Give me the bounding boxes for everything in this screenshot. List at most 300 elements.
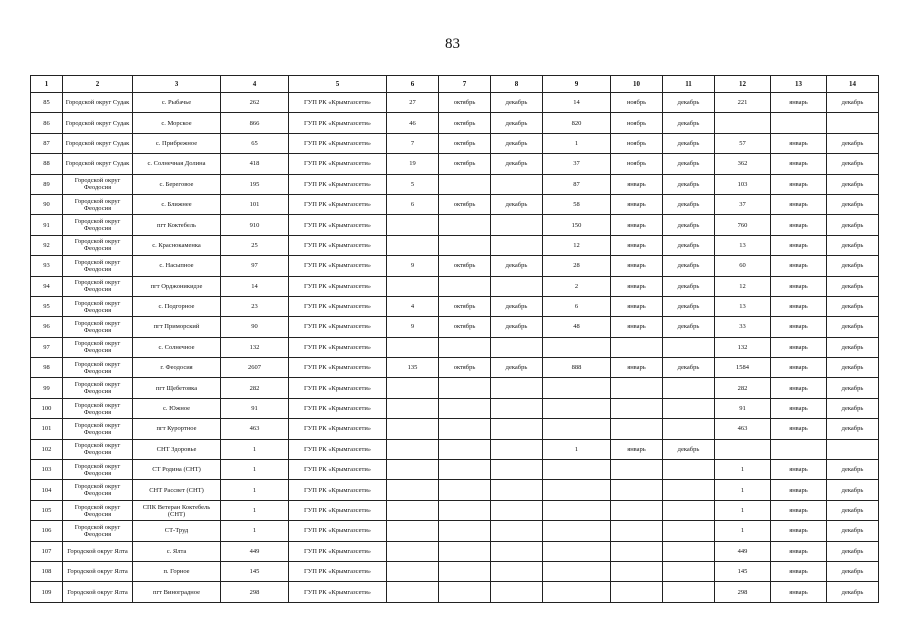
table-cell: 362 (715, 154, 771, 174)
table-row (31, 500, 879, 520)
table-cell: 60 (715, 256, 771, 276)
table-cell: январь (771, 419, 827, 439)
table-cell: ГУП РК «Крымгазсети» (289, 174, 387, 194)
table-cell: ноябрь (611, 113, 663, 133)
table-cell: декабрь (827, 215, 879, 235)
table-cell: 221 (715, 93, 771, 113)
table-cell (827, 439, 879, 459)
table-row (31, 194, 879, 214)
table-cell: ГУП РК «Крымгазсети» (289, 154, 387, 174)
table-cell: 4 (387, 296, 439, 316)
table-cell: 6 (387, 194, 439, 214)
column-header: 4 (221, 76, 289, 93)
table-row (31, 439, 879, 459)
table-cell (663, 480, 715, 500)
table-cell (491, 276, 543, 296)
table-cell (611, 398, 663, 418)
table-cell: ноябрь (611, 133, 663, 153)
table-cell: пгт Виноградное (133, 582, 221, 602)
table-cell: пгт Курортное (133, 419, 221, 439)
table-cell: 28 (543, 256, 611, 276)
table-row (31, 317, 879, 337)
table-cell: 103 (31, 460, 63, 480)
table-cell (611, 378, 663, 398)
table-cell: декабрь (827, 194, 879, 214)
table-cell: ГУП РК «Крымгазсети» (289, 358, 387, 378)
table-cell: 23 (221, 296, 289, 316)
table-cell: пгт Приморский (133, 317, 221, 337)
table-cell: Городской округ Феодосия (63, 460, 133, 480)
table-cell (387, 235, 439, 255)
table-cell (439, 480, 491, 500)
table-cell (663, 582, 715, 602)
table-cell: 262 (221, 93, 289, 113)
table-cell: январь (771, 378, 827, 398)
table-cell: 109 (31, 582, 63, 602)
table-cell (491, 398, 543, 418)
table-cell: январь (771, 500, 827, 520)
table-cell (491, 215, 543, 235)
table-cell: ГУП РК «Крымгазсети» (289, 582, 387, 602)
table-cell: декабрь (827, 276, 879, 296)
table-cell: Городской округ Судак (63, 113, 133, 133)
table-cell: Городской округ Ялта (63, 582, 133, 602)
table-cell: декабрь (663, 317, 715, 337)
table-cell: 46 (387, 113, 439, 133)
table-cell: декабрь (491, 194, 543, 214)
table-cell: ГУП РК «Крымгазсети» (289, 317, 387, 337)
table-cell: ГУП РК «Крымгазсети» (289, 541, 387, 561)
table-cell: 1 (543, 133, 611, 153)
table-cell: СНТ Рассвет (СНТ) (133, 480, 221, 500)
table-cell: с. Краснокаменка (133, 235, 221, 255)
table-cell: январь (771, 317, 827, 337)
table-row (31, 398, 879, 418)
table-cell: ГУП РК «Крымгазсети» (289, 113, 387, 133)
table-row (31, 480, 879, 500)
table-cell: декабрь (827, 378, 879, 398)
table-row (31, 582, 879, 602)
table-cell: 463 (221, 419, 289, 439)
table-cell: январь (771, 215, 827, 235)
table-cell: с. Прибрежное (133, 133, 221, 153)
table-cell: 89 (31, 174, 63, 194)
table-cell (491, 174, 543, 194)
table-cell: 418 (221, 154, 289, 174)
table-cell (491, 582, 543, 602)
table-cell: Городской округ Судак (63, 93, 133, 113)
table-cell: 150 (543, 215, 611, 235)
table-cell: 449 (221, 541, 289, 561)
table-cell: декабрь (827, 541, 879, 561)
table-cell: ГУП РК «Крымгазсети» (289, 521, 387, 541)
table-cell: январь (771, 358, 827, 378)
table-cell: 104 (31, 480, 63, 500)
table-cell (439, 561, 491, 581)
table-cell: январь (611, 215, 663, 235)
table-cell (543, 419, 611, 439)
table-cell (387, 460, 439, 480)
table-cell: 108 (31, 561, 63, 581)
table-cell: январь (771, 93, 827, 113)
table-cell: ГУП РК «Крымгазсети» (289, 133, 387, 153)
table-cell: ГУП РК «Крымгазсети» (289, 460, 387, 480)
table-cell: пгт Орджоникидзе (133, 276, 221, 296)
table-cell: декабрь (827, 296, 879, 316)
table-cell: январь (771, 480, 827, 500)
table-cell: 48 (543, 317, 611, 337)
table-cell: 282 (715, 378, 771, 398)
column-header: 13 (771, 76, 827, 93)
table-cell: Городской округ Ялта (63, 561, 133, 581)
table-cell: декабрь (663, 133, 715, 153)
table-cell: январь (611, 256, 663, 276)
table-cell: 91 (221, 398, 289, 418)
table-cell: ГУП РК «Крымгазсети» (289, 276, 387, 296)
table-cell: январь (771, 154, 827, 174)
table-cell: 19 (387, 154, 439, 174)
table-cell: январь (771, 296, 827, 316)
table-cell: 1 (715, 480, 771, 500)
table-cell: Городской округ Феодосия (63, 296, 133, 316)
table-cell: СТ-Труд (133, 521, 221, 541)
table-cell: 135 (387, 358, 439, 378)
table-cell: январь (771, 521, 827, 541)
column-header: 10 (611, 76, 663, 93)
column-header: 5 (289, 76, 387, 93)
table-cell: декабрь (663, 174, 715, 194)
table-cell: октябрь (439, 317, 491, 337)
table-cell: 1 (221, 521, 289, 541)
table-cell (491, 378, 543, 398)
table-cell: 195 (221, 174, 289, 194)
table-cell: декабрь (827, 460, 879, 480)
table-cell: декабрь (491, 256, 543, 276)
table-cell: январь (771, 337, 827, 357)
table-cell: с. Насыпное (133, 256, 221, 276)
table-cell: п. Горное (133, 561, 221, 581)
table-cell (663, 419, 715, 439)
table-cell: декабрь (663, 358, 715, 378)
table-cell (387, 276, 439, 296)
table-cell: декабрь (827, 154, 879, 174)
table-cell: ГУП РК «Крымгазсети» (289, 337, 387, 357)
table-cell (611, 419, 663, 439)
table-cell (491, 419, 543, 439)
table-cell (663, 500, 715, 520)
table-cell (715, 439, 771, 459)
table-cell (543, 561, 611, 581)
table-cell (663, 541, 715, 561)
table-cell: 463 (715, 419, 771, 439)
page-number: 83 (445, 36, 460, 52)
table-cell: декабрь (663, 154, 715, 174)
table-cell: 99 (31, 378, 63, 398)
column-header: 9 (543, 76, 611, 93)
table-cell: декабрь (827, 480, 879, 500)
table-cell: Городской округ Феодосия (63, 358, 133, 378)
table-cell (827, 113, 879, 133)
table-cell (387, 582, 439, 602)
table-cell (543, 582, 611, 602)
table-cell (663, 521, 715, 541)
table-cell: с. Подгорное (133, 296, 221, 316)
table-cell: январь (771, 174, 827, 194)
table-cell (387, 541, 439, 561)
table-cell: 13 (715, 235, 771, 255)
table-cell: Городской округ Феодосия (63, 521, 133, 541)
table-cell: ГУП РК «Крымгазсети» (289, 561, 387, 581)
table-cell: ГУП РК «Крымгазсети» (289, 419, 387, 439)
table-cell: 37 (715, 194, 771, 214)
table-cell: Городской округ Феодосия (63, 480, 133, 500)
table-cell: декабрь (491, 317, 543, 337)
table-cell: 14 (221, 276, 289, 296)
table-cell (439, 500, 491, 520)
table-cell: декабрь (827, 561, 879, 581)
table-cell (663, 378, 715, 398)
column-header: 8 (491, 76, 543, 93)
table-cell: 449 (715, 541, 771, 561)
table-row (31, 256, 879, 276)
table-cell (491, 561, 543, 581)
table-cell (491, 460, 543, 480)
table-cell: январь (771, 460, 827, 480)
table-cell (439, 276, 491, 296)
table-cell (439, 398, 491, 418)
table-cell (439, 215, 491, 235)
table-cell: 96 (31, 317, 63, 337)
table-row (31, 276, 879, 296)
column-header: 2 (63, 76, 133, 93)
table-cell (387, 561, 439, 581)
table-cell (491, 337, 543, 357)
table-cell: 1 (221, 439, 289, 459)
table-row (31, 358, 879, 378)
table-cell (543, 500, 611, 520)
table-cell: декабрь (827, 235, 879, 255)
table-row (31, 113, 879, 133)
table-cell: 888 (543, 358, 611, 378)
table-cell: ГУП РК «Крымгазсети» (289, 378, 387, 398)
table-cell: 92 (31, 235, 63, 255)
table-cell: 1 (715, 500, 771, 520)
table-cell: 298 (221, 582, 289, 602)
table-cell: 33 (715, 317, 771, 337)
table-cell: Городской округ Феодосия (63, 235, 133, 255)
table-cell: 97 (221, 256, 289, 276)
table-cell: 90 (221, 317, 289, 337)
table-cell: декабрь (663, 296, 715, 316)
table-cell (387, 480, 439, 500)
table-cell (387, 521, 439, 541)
table-cell: декабрь (491, 93, 543, 113)
table-cell (611, 337, 663, 357)
table-cell: ноябрь (611, 154, 663, 174)
table-cell (611, 480, 663, 500)
table-cell (771, 113, 827, 133)
table-cell: 58 (543, 194, 611, 214)
table-cell (491, 541, 543, 561)
table-cell: 1 (543, 439, 611, 459)
table-cell: с. Ближнее (133, 194, 221, 214)
table-cell: 282 (221, 378, 289, 398)
table-cell: 57 (715, 133, 771, 153)
table-cell: ГУП РК «Крымгазсети» (289, 93, 387, 113)
table-cell (543, 541, 611, 561)
table-cell: 97 (31, 337, 63, 357)
table-cell: 1 (715, 521, 771, 541)
table-cell: 145 (715, 561, 771, 581)
table-cell: декабрь (663, 215, 715, 235)
table-row (31, 541, 879, 561)
table-cell: 132 (221, 337, 289, 357)
table-row (31, 561, 879, 581)
table-cell: декабрь (663, 113, 715, 133)
table-cell: 100 (31, 398, 63, 418)
table-cell (439, 235, 491, 255)
table-cell: Городской округ Феодосия (63, 398, 133, 418)
table-cell: Городской округ Феодосия (63, 194, 133, 214)
table-cell (543, 398, 611, 418)
table-cell: 12 (543, 235, 611, 255)
table-cell (543, 337, 611, 357)
table-cell (663, 561, 715, 581)
table-cell: 2 (543, 276, 611, 296)
table-cell: Городской округ Феодосия (63, 337, 133, 357)
table-cell: январь (611, 276, 663, 296)
table-cell (611, 561, 663, 581)
table-row (31, 174, 879, 194)
table-cell: 88 (31, 154, 63, 174)
table-cell: СПК Ветеран Коктебель (СНТ) (133, 500, 221, 520)
table-cell: 98 (31, 358, 63, 378)
table-cell: 90 (31, 194, 63, 214)
table-cell: Городской округ Судак (63, 154, 133, 174)
table-cell: 101 (31, 419, 63, 439)
table-row (31, 378, 879, 398)
table-cell (387, 398, 439, 418)
table-cell (439, 174, 491, 194)
table-cell: ноябрь (611, 93, 663, 113)
table-cell: декабрь (491, 358, 543, 378)
table-cell (387, 378, 439, 398)
table-cell: 1 (221, 500, 289, 520)
table-cell: 37 (543, 154, 611, 174)
table-row (31, 235, 879, 255)
table-cell: 91 (715, 398, 771, 418)
table-cell: 760 (715, 215, 771, 235)
table-cell: Городской округ Феодосия (63, 276, 133, 296)
table-cell (491, 439, 543, 459)
table-cell (491, 235, 543, 255)
table-row (31, 215, 879, 235)
table-cell: 820 (543, 113, 611, 133)
table-cell: декабрь (491, 133, 543, 153)
table-cell (387, 500, 439, 520)
table-cell: январь (771, 194, 827, 214)
column-header: 14 (827, 76, 879, 93)
table-cell: январь (611, 194, 663, 214)
table-cell (439, 541, 491, 561)
table-cell (611, 521, 663, 541)
table-cell: 106 (31, 521, 63, 541)
table-cell (387, 337, 439, 357)
table-cell: СТ Родина (СНТ) (133, 460, 221, 480)
table-cell (611, 541, 663, 561)
table-cell: 105 (31, 500, 63, 520)
table-cell: 910 (221, 215, 289, 235)
table-cell: декабрь (827, 337, 879, 357)
table-cell: 95 (31, 296, 63, 316)
table-cell (439, 378, 491, 398)
table-cell (387, 439, 439, 459)
table-cell: 13 (715, 296, 771, 316)
column-header: 6 (387, 76, 439, 93)
table-cell (611, 500, 663, 520)
table-cell: ГУП РК «Крымгазсети» (289, 500, 387, 520)
table-cell: октябрь (439, 256, 491, 276)
table-cell: октябрь (439, 93, 491, 113)
table-cell: 1 (221, 480, 289, 500)
table-cell: 7 (387, 133, 439, 153)
table-cell: 86 (31, 113, 63, 133)
table-cell (611, 582, 663, 602)
table-cell: Городской округ Феодосия (63, 500, 133, 520)
table-cell: январь (611, 439, 663, 459)
table-cell (715, 113, 771, 133)
table-cell: 27 (387, 93, 439, 113)
table-cell: октябрь (439, 194, 491, 214)
column-header: 1 (31, 76, 63, 93)
table-cell: ГУП РК «Крымгазсети» (289, 296, 387, 316)
column-header: 3 (133, 76, 221, 93)
table-cell: Городской округ Феодосия (63, 174, 133, 194)
table-cell: декабрь (827, 521, 879, 541)
column-header: 11 (663, 76, 715, 93)
table-cell (663, 398, 715, 418)
table-cell: октябрь (439, 133, 491, 153)
table-cell (611, 460, 663, 480)
table-cell: декабрь (827, 419, 879, 439)
table-cell: декабрь (663, 256, 715, 276)
schedule-table (30, 75, 879, 603)
table-cell: ГУП РК «Крымгазсети» (289, 215, 387, 235)
table-cell: 132 (715, 337, 771, 357)
table-cell (439, 337, 491, 357)
table-cell: 1 (221, 460, 289, 480)
table-cell: 6 (543, 296, 611, 316)
table-cell: 103 (715, 174, 771, 194)
column-header: 12 (715, 76, 771, 93)
table-cell: 94 (31, 276, 63, 296)
table-cell: декабрь (827, 317, 879, 337)
table-cell: январь (611, 358, 663, 378)
table-cell: 298 (715, 582, 771, 602)
table-cell: декабрь (827, 174, 879, 194)
table-cell: январь (611, 317, 663, 337)
table-cell (439, 460, 491, 480)
table-cell (543, 480, 611, 500)
table-cell: ГУП РК «Крымгазсети» (289, 194, 387, 214)
table-cell: 25 (221, 235, 289, 255)
table-cell: Городской округ Феодосия (63, 439, 133, 459)
table-cell: 93 (31, 256, 63, 276)
table-cell: Городской округ Феодосия (63, 317, 133, 337)
table-cell: пгт Коктебель (133, 215, 221, 235)
table-cell: октябрь (439, 358, 491, 378)
table-cell: ГУП РК «Крымгазсети» (289, 439, 387, 459)
